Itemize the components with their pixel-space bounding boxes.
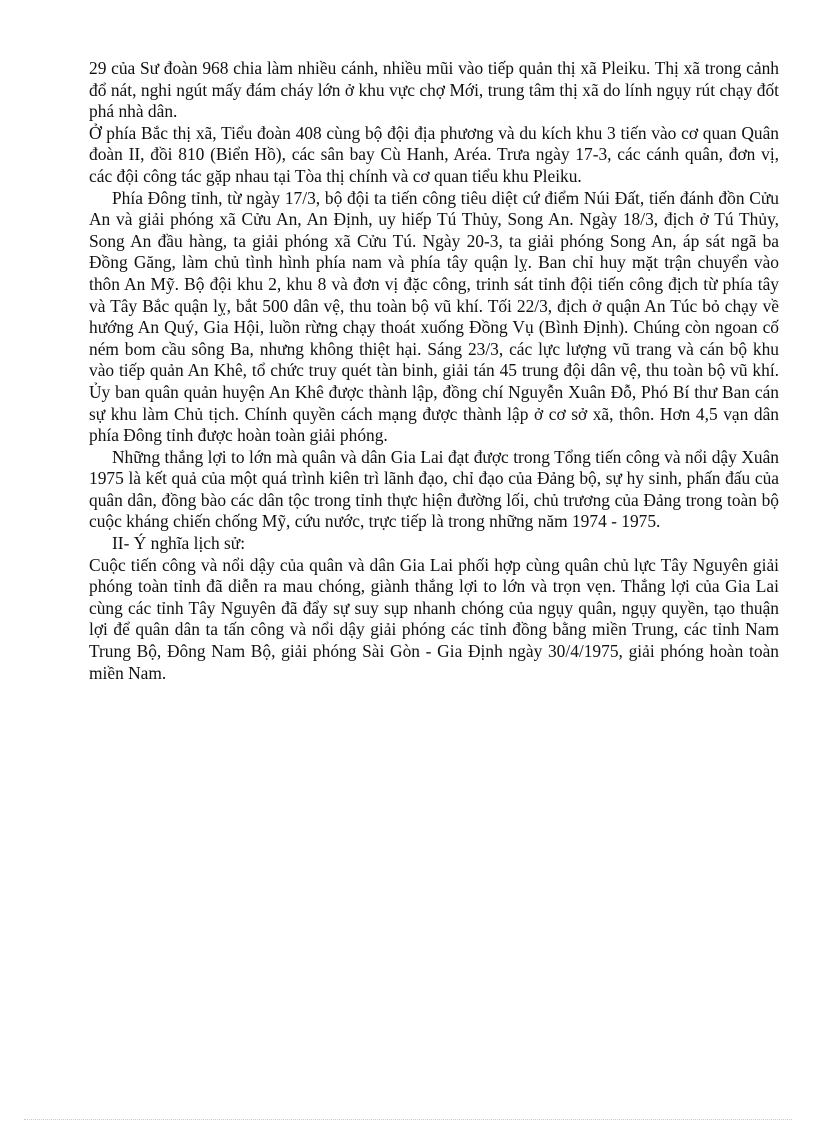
paragraph-victory-summary: Những thắng lợi to lớn mà quân và dân Gia Lai đạt được trong Tổng tiến công và nổi dậy Xuân 1975 là kết quả của một quá trình kiên trì lãnh đạo, chỉ đạo của Đảng bộ, sự hy sinh, phấn đấu của quân dân, đồng bào các dân tộc trong tỉnh thực hiện đường lối, chủ trương của Đảng trong toàn bộ cuộc kháng chiến chống Mỹ, cứu nước, trực tiếp là trong những năm 1974 - 1975. [89,446,779,532]
document-page [89,58,779,684]
paragraph-pleiku-takeover: 29 của Sư đoàn 968 chia làm nhiều cánh, nhiều mũi vào tiếp quản thị xã Pleiku. Thị xã trong cảnh đổ nát, nghi ngút mấy đám cháy lớn ở khu vực chợ Mới, trung tâm thị xã do lính ngụy rút chạy đốt phá nhà dân. [89,58,779,122]
paragraph-north-town: Ở phía Bắc thị xã, Tiểu đoàn 408 cùng bộ đội địa phương và du kích khu 3 tiến vào cơ quan Quân đoàn II, đồi 810 (Biển Hồ), các sân bay Cù Hanh, Aréa. Trưa ngày 17-3, các cánh quân, đơn vị, các đội công tác gặp nhau tại Tòa thị chính và cơ quan tiểu khu Pleiku. [89,122,779,186]
section-heading-historical-significance: II- Ý nghĩa lịch sử: [112,533,246,554]
paragraph-east-province: Phía Đông tỉnh, từ ngày 17/3, bộ đội ta tiến công tiêu diệt cứ điểm Núi Đất, tiến đánh đồn Cửu An và giải phóng xã Cửu An, An Định, uy hiếp Tú Thủy, Song An. Ngày 18/3, địch ở Tú Thủy, Song An đầu hàng, ta giải phóng xã Cửu Tú. Ngày 20-3, ta giải phóng Song An, áp sát ngã ba Đồng Găng, làm chủ tình hình phía nam và phía tây quận lỵ. Ban chỉ huy mặt trận chuyển vào thôn An Mỹ. Bộ đội khu 2, khu 8 và đơn vị đặc công, trinh sát tỉnh đội tiến công địch từ phía tây và Tây Bắc quận lỵ, bắt 500 dân vệ, thu toàn bộ vũ khí. Tối 22/3, địch ở quận An Túc bỏ chạy về hướng An Quý, Gia Hội, luồn rừng chạy thoát xuống Đồng Vụ (Bình Định). Chúng còn ngoan cố ném bom cầu sông Ba, nhưng không thiệt hại. Sáng 23/3, các lực lượng vũ trang và cán bộ khu vào tiếp quản An Khê, tổ chức truy quét tàn binh, giải tán 45 trung đội dân vệ, thu toàn bộ vũ khí. Ủy ban quân quản huyện An Khê được thành lập, đồng chí Nguyễn Xuân Đỗ, Phó Bí thư Ban cán sự khu làm Chủ tịch. Chính quyền cách mạng được thành lập ở cơ sở xã, thôn. Hơn 4,5 vạn dân phía Đông tỉnh được hoàn toàn giải phóng. [89,187,779,446]
page-bottom-divider [24,1119,792,1120]
paragraph-conclusion: Cuộc tiến công và nổi dậy của quân và dân Gia Lai phối hợp cùng quân chủ lực Tây Nguyên giải phóng toàn tỉnh đã diễn ra mau chóng, giành thắng lợi to lớn và trọn vẹn. Thắng lợi của Gia Lai cùng các tỉnh Tây Nguyên đã đẩy sự suy sụp nhanh chóng của ngụy quân, ngụy quyền, tạo thuận lợi để quân dân ta tấn công và nổi dậy giải phóng các tỉnh đồng bằng miền Trung, các tỉnh Nam Trung Bộ, Đông Nam Bộ, giải phóng Sài Gòn - Gia Định ngày 30/4/1975, giải phóng hoàn toàn miền Nam. [89,554,779,683]
